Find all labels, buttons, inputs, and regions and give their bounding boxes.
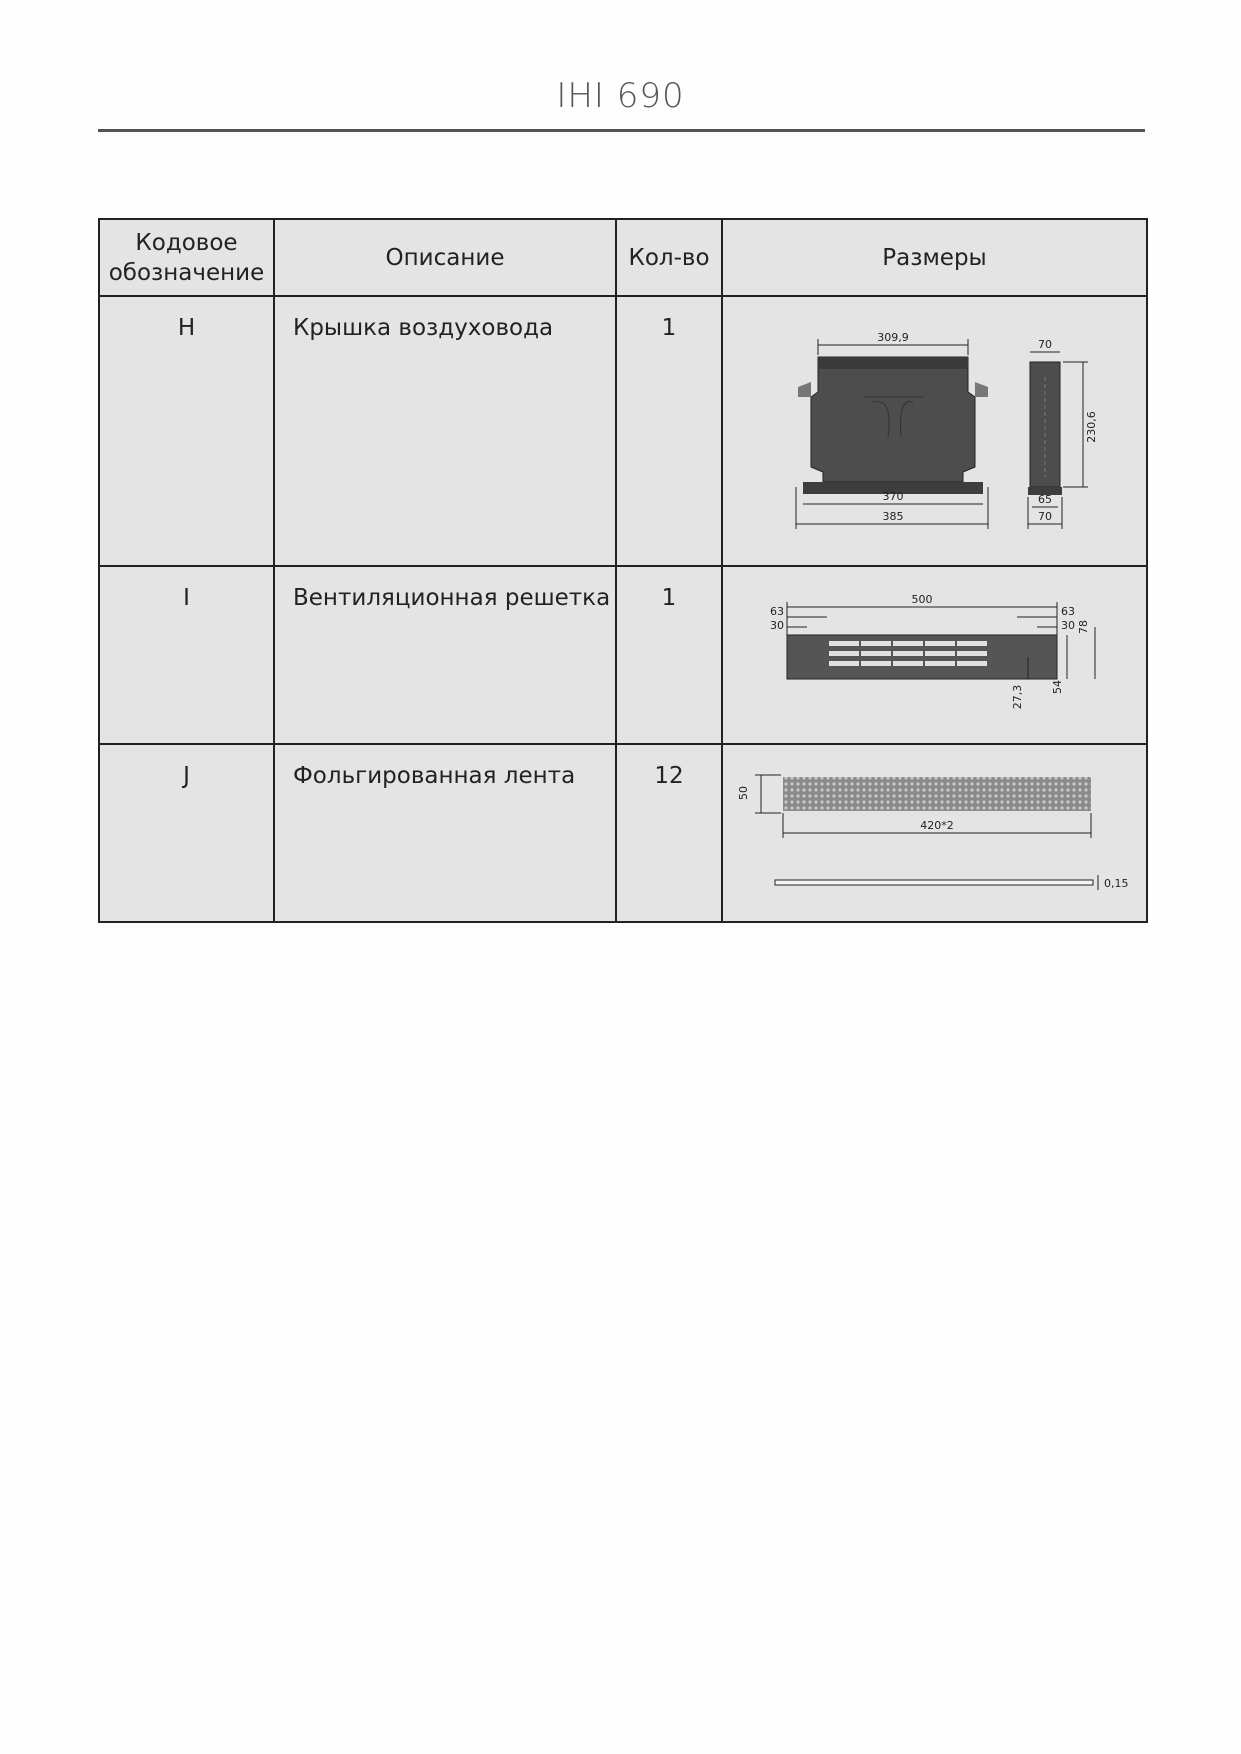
foil-tape-drawing (723, 745, 1144, 918)
quantity-cell: 1 (616, 566, 722, 744)
dim-left-30: 30 (770, 619, 784, 632)
dim-outer-width: 385 (882, 510, 904, 523)
page-title: IHI 690 (556, 76, 685, 116)
duct-cover-drawing (723, 297, 1144, 562)
table-row (99, 566, 1147, 744)
dim-side-bottom: 70 (1038, 510, 1052, 523)
code-cell: J (99, 744, 274, 922)
description-cell: Вентиляционная решетка (274, 566, 616, 744)
title-divider (98, 129, 1145, 132)
dim-right-30: 30 (1061, 619, 1075, 632)
dim-grille-length: 500 (911, 593, 933, 606)
column-header-dimensions: Размеры (722, 219, 1147, 296)
dim-height-54: 54 (1051, 680, 1064, 694)
dim-left-63: 63 (770, 605, 784, 618)
code-cell: H (99, 296, 274, 566)
dim-top-width: 309,9 (877, 331, 909, 344)
code-cell: I (99, 566, 274, 744)
dim-side-inner: 65 (1038, 493, 1052, 506)
table-row (99, 744, 1147, 922)
column-header-description: Описание (274, 219, 616, 296)
description-cell: Фольгированная лента (274, 744, 616, 922)
column-header-quantity: Кол-во (616, 219, 722, 296)
quantity-cell: 12 (616, 744, 722, 922)
quantity-cell: 1 (616, 296, 722, 566)
dimensions-cell (722, 296, 1147, 566)
dim-side-height: 230,6 (1085, 411, 1098, 443)
dim-tape-thickness: 0,15 (1104, 877, 1129, 890)
column-header-code: Кодовое обозначение (99, 219, 274, 296)
dimensions-cell (722, 566, 1147, 744)
table-row (99, 296, 1147, 566)
dim-tape-height: 50 (737, 786, 750, 800)
dim-inner-width: 370 (882, 490, 904, 503)
dim-right-63: 63 (1061, 605, 1075, 618)
dim-height-78: 78 (1077, 620, 1090, 634)
ventilation-grille-drawing (723, 567, 1144, 740)
dim-side-top: 70 (1038, 338, 1052, 351)
dim-offset-27: 27,3 (1011, 684, 1024, 710)
parts-table (98, 218, 1148, 923)
description-cell: Крышка воздуховода (274, 296, 616, 566)
table-header-row (99, 219, 1147, 296)
dim-tape-length: 420*2 (920, 819, 954, 832)
dimensions-cell (722, 744, 1147, 922)
